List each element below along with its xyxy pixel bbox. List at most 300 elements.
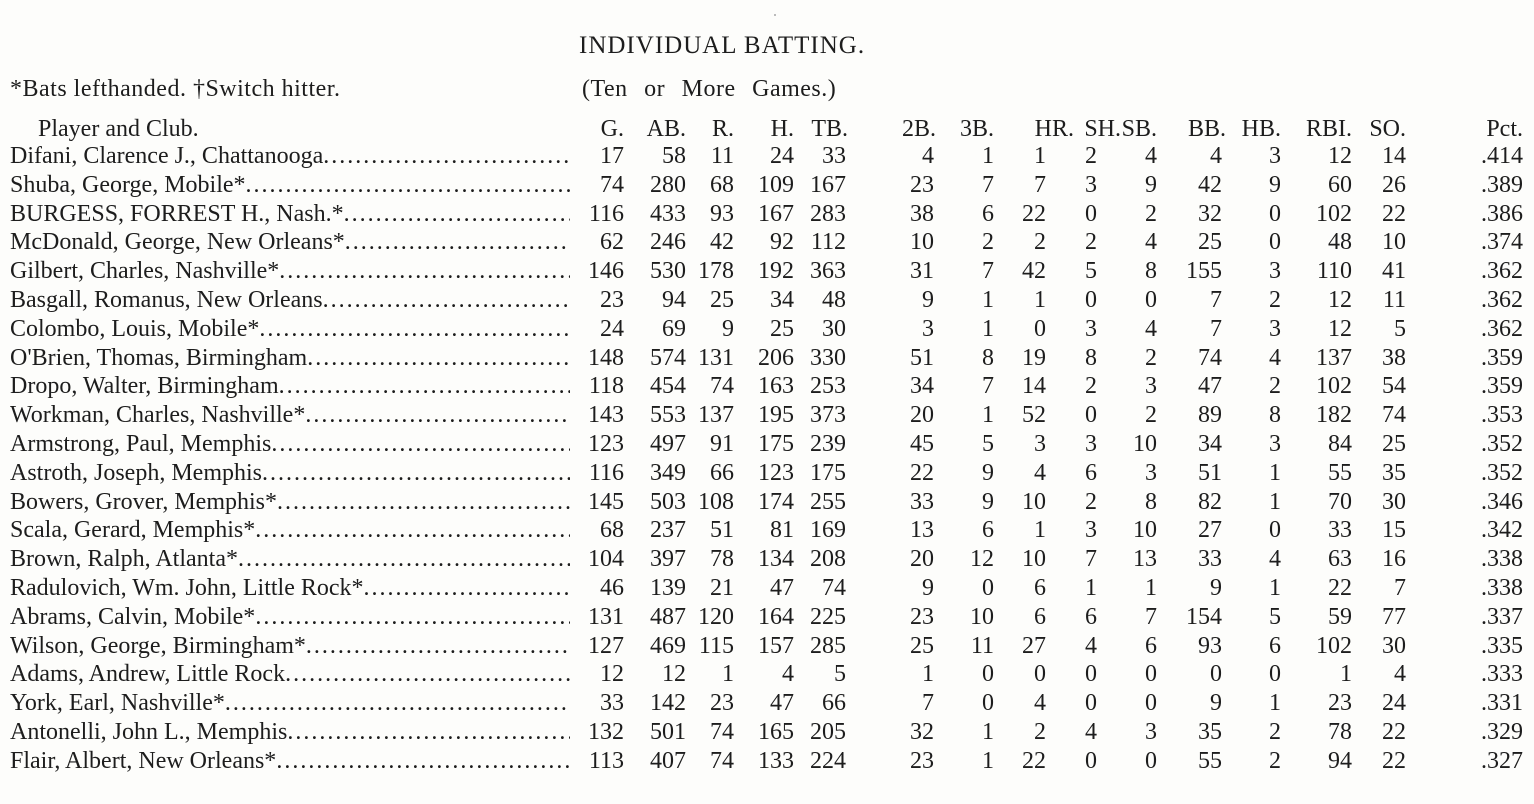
cell-r: 68 (710, 171, 734, 198)
cell-sh: 2 (1085, 373, 1097, 400)
cell-r: 131 (698, 344, 734, 371)
cell-r: 108 (698, 488, 734, 515)
cell-sb: 3 (1145, 459, 1157, 486)
cell-tb: 33 (822, 143, 846, 169)
cell-hb: 4 (1269, 344, 1281, 371)
table-row (0, 402, 1534, 430)
table-row (0, 633, 1534, 661)
cell-so: 41 (1382, 258, 1406, 285)
cell-sh: 0 (1085, 690, 1097, 717)
cell-sh: 2 (1085, 488, 1097, 515)
header-bb: BB. (1187, 116, 1226, 142)
cell-hb: 2 (1269, 719, 1281, 745)
cell-sb: 3 (1145, 373, 1157, 400)
cell-h: 25 (770, 315, 794, 342)
cell-hr: 14 (1022, 373, 1046, 400)
cell-b2: 23 (910, 747, 934, 774)
cell-pct: .337 (1481, 603, 1523, 630)
cell-hr: 6 (1034, 603, 1046, 630)
cell-g: 116 (588, 459, 624, 486)
cell-sh: 2 (1085, 143, 1097, 169)
cell-r: 74 (710, 719, 734, 745)
cell-sb: 8 (1145, 258, 1157, 285)
cell-b3: 12 (970, 546, 994, 573)
cell-hr: 2 (1034, 719, 1046, 745)
cell-r: 115 (698, 632, 734, 659)
cell-so: 22 (1382, 719, 1406, 745)
cell-g: 118 (588, 373, 624, 400)
header-r: R. (711, 116, 734, 142)
cell-b2: 45 (910, 431, 934, 457)
cell-sb: 13 (1133, 546, 1157, 573)
cell-rbi: 110 (1316, 258, 1352, 285)
cell-h: 47 (770, 690, 794, 717)
player-name: McDonald, George, New Orleans* ..... (10, 229, 570, 256)
player-name: Flair, Albert, New Orleans* ..... (10, 748, 570, 775)
cell-so: 7 (1394, 575, 1406, 601)
cell-h: 192 (758, 258, 794, 285)
cell-rbi: 182 (1316, 402, 1352, 429)
cell-hb: 1 (1269, 459, 1281, 486)
player-name: Gilbert, Charles, Nashville* ..... (10, 258, 570, 285)
cell-g: 12 (600, 661, 624, 688)
cell-ab: 246 (650, 229, 686, 256)
cell-hr: 2 (1034, 229, 1046, 256)
cell-r: 21 (710, 575, 734, 601)
cell-rbi: 84 (1328, 431, 1352, 457)
cell-ab: 407 (650, 747, 686, 774)
player-name: Adams, Andrew, Little Rock ..... (10, 661, 570, 688)
cell-sb: 2 (1145, 402, 1157, 429)
legend-note: *Bats lefthanded. †Switch hitter. (10, 76, 341, 102)
cell-sb: 4 (1145, 315, 1157, 342)
cell-bb: 0 (1210, 661, 1222, 688)
cell-h: 175 (758, 431, 794, 457)
cell-b3: 9 (982, 488, 994, 515)
table-row (0, 143, 1534, 171)
cell-tb: 48 (822, 287, 846, 313)
cell-tb: 30 (822, 315, 846, 342)
cell-bb: 74 (1198, 344, 1222, 371)
table-row (0, 517, 1534, 545)
cell-ab: 503 (650, 488, 686, 515)
cell-r: 91 (710, 431, 734, 457)
cell-r: 23 (710, 690, 734, 717)
cell-tb: 224 (810, 747, 846, 774)
cell-so: 22 (1382, 200, 1406, 227)
cell-b2: 7 (922, 690, 934, 717)
cell-g: 46 (600, 575, 624, 601)
cell-b2: 33 (910, 488, 934, 515)
cell-tb: 373 (810, 402, 846, 429)
cell-sh: 4 (1085, 719, 1097, 745)
cell-hr: 1 (1034, 287, 1046, 313)
cell-g: 116 (588, 200, 624, 227)
cell-b3: 0 (982, 575, 994, 601)
cell-r: 51 (710, 517, 734, 544)
cell-ab: 58 (662, 143, 686, 169)
cell-b2: 22 (910, 459, 934, 486)
cell-b3: 7 (982, 373, 994, 400)
cell-sh: 3 (1085, 171, 1097, 198)
cell-g: 62 (600, 229, 624, 256)
cell-tb: 74 (822, 575, 846, 601)
cell-hr: 0 (1034, 661, 1046, 688)
cell-hr: 10 (1022, 546, 1046, 573)
cell-hr: 1 (1034, 517, 1046, 544)
cell-rbi: 48 (1328, 229, 1352, 256)
cell-tb: 239 (810, 431, 846, 457)
cell-hb: 1 (1269, 488, 1281, 515)
table-row (0, 575, 1534, 603)
cell-ab: 12 (662, 661, 686, 688)
cell-r: 78 (710, 546, 734, 573)
cell-sh: 2 (1085, 229, 1097, 256)
table-row (0, 373, 1534, 401)
cell-g: 146 (588, 258, 624, 285)
cell-so: 5 (1394, 315, 1406, 342)
cell-hb: 1 (1269, 575, 1281, 601)
cell-g: 113 (588, 747, 624, 774)
cell-b3: 11 (970, 632, 994, 659)
cell-h: 164 (758, 603, 794, 630)
cell-b3: 0 (982, 690, 994, 717)
cell-hb: 3 (1269, 315, 1281, 342)
cell-bb: 89 (1198, 402, 1222, 429)
cell-so: 54 (1382, 373, 1406, 400)
cell-g: 127 (588, 632, 624, 659)
cell-rbi: 59 (1328, 603, 1352, 630)
cell-b3: 10 (970, 603, 994, 630)
cell-b3: 1 (982, 315, 994, 342)
cell-g: 145 (588, 488, 624, 515)
cell-sb: 0 (1145, 661, 1157, 688)
page-title: INDIVIDUAL BATTING. (579, 32, 866, 59)
stray-mark (774, 14, 776, 16)
cell-g: 24 (600, 315, 624, 342)
cell-tb: 330 (810, 344, 846, 371)
cell-g: 132 (588, 719, 624, 745)
cell-tb: 175 (810, 459, 846, 486)
cell-g: 74 (600, 171, 624, 198)
cell-so: 25 (1382, 431, 1406, 457)
table-row (0, 748, 1534, 776)
cell-pct: .338 (1481, 546, 1523, 573)
cell-h: 174 (758, 488, 794, 515)
cell-g: 33 (600, 690, 624, 717)
cell-sb: 6 (1145, 632, 1157, 659)
cell-pct: .333 (1481, 661, 1523, 688)
cell-b2: 3 (922, 315, 934, 342)
cell-hb: 9 (1269, 171, 1281, 198)
cell-ab: 433 (650, 200, 686, 227)
cell-hb: 0 (1269, 200, 1281, 227)
cell-sh: 4 (1085, 632, 1097, 659)
player-name: O'Brien, Thomas, Birmingham ..... (10, 345, 570, 372)
header-hb: HB. (1241, 116, 1281, 142)
cell-bb: 7 (1210, 287, 1222, 313)
cell-sb: 0 (1145, 690, 1157, 717)
cell-b2: 1 (922, 661, 934, 688)
cell-ab: 497 (650, 431, 686, 457)
cell-b2: 9 (922, 575, 934, 601)
cell-tb: 169 (810, 517, 846, 544)
cell-bb: 27 (1198, 517, 1222, 544)
cell-b2: 20 (910, 402, 934, 429)
cell-sb: 1 (1145, 575, 1157, 601)
cell-hr: 52 (1022, 402, 1046, 429)
cell-sh: 1 (1085, 575, 1097, 601)
cell-ab: 237 (650, 517, 686, 544)
cell-b3: 2 (982, 229, 994, 256)
cell-h: 157 (758, 632, 794, 659)
cell-tb: 225 (810, 603, 846, 630)
cell-hb: 0 (1269, 661, 1281, 688)
player-name: Armstrong, Paul, Memphis ..... (10, 431, 570, 458)
cell-ab: 142 (650, 690, 686, 717)
player-name: York, Earl, Nashville* ..... (10, 690, 570, 717)
cell-sb: 3 (1145, 719, 1157, 745)
cell-ab: 139 (650, 575, 686, 601)
cell-g: 68 (600, 517, 624, 544)
table-row (0, 546, 1534, 574)
table-row (0, 345, 1534, 373)
cell-bb: 51 (1198, 459, 1222, 486)
player-name: Basgall, Romanus, New Orleans ..... (10, 287, 570, 314)
cell-sb: 2 (1145, 344, 1157, 371)
header-tb: TB. (811, 116, 848, 142)
cell-pct: .331 (1481, 690, 1523, 717)
cell-tb: 5 (834, 661, 846, 688)
cell-bb: 9 (1210, 575, 1222, 601)
table-row (0, 719, 1534, 747)
cell-ab: 69 (662, 315, 686, 342)
cell-rbi: 102 (1316, 200, 1352, 227)
cell-b2: 31 (910, 258, 934, 285)
cell-pct: .362 (1481, 258, 1523, 285)
cell-rbi: 60 (1328, 171, 1352, 198)
cell-pct: .359 (1481, 344, 1523, 371)
cell-hr: 4 (1034, 690, 1046, 717)
cell-h: 163 (758, 373, 794, 400)
cell-b2: 34 (910, 373, 934, 400)
cell-b2: 51 (910, 344, 934, 371)
cell-sh: 0 (1085, 747, 1097, 774)
cell-so: 30 (1382, 632, 1406, 659)
cell-r: 120 (698, 603, 734, 630)
cell-pct: .352 (1481, 431, 1523, 457)
cell-hr: 19 (1022, 344, 1046, 371)
cell-tb: 66 (822, 690, 846, 717)
cell-h: 206 (758, 344, 794, 371)
cell-ab: 454 (650, 373, 686, 400)
cell-pct: .329 (1481, 719, 1523, 745)
cell-hr: 0 (1034, 315, 1046, 342)
cell-ab: 397 (650, 546, 686, 573)
cell-sb: 8 (1145, 488, 1157, 515)
cell-sh: 3 (1085, 431, 1097, 457)
player-name: Colombo, Louis, Mobile* ..... (10, 316, 570, 343)
subtitle: (Ten or More Games.) (582, 76, 837, 102)
cell-tb: 285 (810, 632, 846, 659)
cell-r: 178 (698, 258, 734, 285)
cell-ab: 280 (650, 171, 686, 198)
cell-so: 4 (1394, 661, 1406, 688)
cell-sh: 0 (1085, 402, 1097, 429)
cell-pct: .335 (1481, 632, 1523, 659)
cell-b3: 6 (982, 200, 994, 227)
cell-pct: .374 (1481, 229, 1523, 256)
cell-bb: 4 (1210, 143, 1222, 169)
header-rbi: RBI. (1305, 116, 1352, 142)
cell-g: 17 (600, 143, 624, 169)
cell-hr: 22 (1022, 200, 1046, 227)
cell-hb: 3 (1269, 258, 1281, 285)
cell-sh: 6 (1085, 603, 1097, 630)
cell-sb: 7 (1145, 603, 1157, 630)
cell-r: 1 (722, 661, 734, 688)
cell-sb: 2 (1145, 200, 1157, 227)
header-b3: 3B. (959, 116, 994, 142)
cell-hb: 2 (1269, 287, 1281, 313)
cell-g: 143 (588, 402, 624, 429)
cell-sb: 10 (1133, 517, 1157, 544)
cell-rbi: 70 (1328, 488, 1352, 515)
cell-hb: 1 (1269, 690, 1281, 717)
cell-sb: 10 (1133, 431, 1157, 457)
cell-so: 38 (1382, 344, 1406, 371)
cell-hb: 2 (1269, 373, 1281, 400)
cell-bb: 34 (1198, 431, 1222, 457)
cell-pct: .389 (1481, 171, 1523, 198)
cell-hb: 6 (1269, 632, 1281, 659)
cell-bb: 82 (1198, 488, 1222, 515)
cell-hb: 0 (1269, 229, 1281, 256)
cell-sh: 3 (1085, 517, 1097, 544)
cell-hb: 4 (1269, 546, 1281, 573)
cell-ab: 94 (662, 287, 686, 313)
cell-b3: 1 (982, 719, 994, 745)
player-name: Difani, Clarence J., Chattanooga ..... (10, 143, 570, 170)
cell-ab: 553 (650, 402, 686, 429)
cell-h: 123 (758, 459, 794, 486)
cell-bb: 9 (1210, 690, 1222, 717)
cell-bb: 7 (1210, 315, 1222, 342)
header-player-and-club: Player and Club. (38, 116, 199, 142)
cell-pct: .342 (1481, 517, 1523, 544)
cell-ab: 530 (650, 258, 686, 285)
cell-r: 93 (710, 200, 734, 227)
table-row (0, 460, 1534, 488)
cell-hb: 3 (1269, 431, 1281, 457)
player-name: Astroth, Joseph, Memphis ..... (10, 460, 570, 487)
cell-sh: 3 (1085, 315, 1097, 342)
cell-pct: .386 (1481, 200, 1523, 227)
header-g: G. (600, 116, 624, 142)
cell-b3: 1 (982, 747, 994, 774)
cell-b2: 32 (910, 719, 934, 745)
header-h: H. (770, 116, 794, 142)
cell-b3: 1 (982, 143, 994, 169)
cell-hr: 3 (1034, 431, 1046, 457)
cell-pct: .327 (1481, 747, 1523, 774)
cell-h: 167 (758, 200, 794, 227)
cell-b2: 13 (910, 517, 934, 544)
cell-so: 77 (1382, 603, 1406, 630)
cell-b2: 4 (922, 143, 934, 169)
cell-r: 9 (722, 315, 734, 342)
cell-pct: .414 (1481, 143, 1523, 169)
cell-r: 42 (710, 229, 734, 256)
cell-hb: 5 (1269, 603, 1281, 630)
cell-b3: 7 (982, 171, 994, 198)
cell-rbi: 102 (1316, 632, 1352, 659)
header-ab: AB. (646, 116, 686, 142)
cell-h: 109 (758, 171, 794, 198)
player-name: Brown, Ralph, Atlanta* ..... (10, 546, 570, 573)
cell-b3: 5 (982, 431, 994, 457)
cell-b2: 23 (910, 171, 934, 198)
cell-bb: 47 (1198, 373, 1222, 400)
cell-hb: 2 (1269, 747, 1281, 774)
cell-r: 137 (698, 402, 734, 429)
cell-r: 74 (710, 373, 734, 400)
cell-tb: 253 (810, 373, 846, 400)
cell-b2: 9 (922, 287, 934, 313)
cell-bb: 155 (1186, 258, 1222, 285)
cell-sh: 7 (1085, 546, 1097, 573)
table-row (0, 604, 1534, 632)
cell-bb: 93 (1198, 632, 1222, 659)
cell-rbi: 137 (1316, 344, 1352, 371)
cell-g: 23 (600, 287, 624, 313)
cell-sb: 4 (1145, 143, 1157, 169)
cell-rbi: 22 (1328, 575, 1352, 601)
header-sh: SH. (1084, 116, 1121, 142)
table-row (0, 489, 1534, 517)
cell-sh: 6 (1085, 459, 1097, 486)
player-name: Shuba, George, Mobile* ..... (10, 172, 570, 199)
cell-b2: 10 (910, 229, 934, 256)
cell-pct: .353 (1481, 402, 1523, 429)
cell-so: 35 (1382, 459, 1406, 486)
cell-rbi: 33 (1328, 517, 1352, 544)
table-row (0, 258, 1534, 286)
cell-h: 165 (758, 719, 794, 745)
cell-b3: 1 (982, 287, 994, 313)
cell-rbi: 94 (1328, 747, 1352, 774)
cell-g: 131 (588, 603, 624, 630)
cell-tb: 167 (810, 171, 846, 198)
cell-so: 22 (1382, 747, 1406, 774)
cell-pct: .359 (1481, 373, 1523, 400)
cell-hb: 8 (1269, 402, 1281, 429)
player-name: BURGESS, FORREST H., Nash.* ..... (10, 201, 570, 228)
cell-h: 134 (758, 546, 794, 573)
cell-b2: 38 (910, 200, 934, 227)
cell-h: 81 (770, 517, 794, 544)
cell-tb: 208 (810, 546, 846, 573)
cell-pct: .346 (1481, 488, 1523, 515)
cell-bb: 42 (1198, 171, 1222, 198)
cell-so: 74 (1382, 402, 1406, 429)
cell-rbi: 23 (1328, 690, 1352, 717)
cell-rbi: 12 (1328, 143, 1352, 169)
player-name: Bowers, Grover, Memphis* ..... (10, 489, 570, 516)
cell-h: 133 (758, 747, 794, 774)
cell-bb: 32 (1198, 200, 1222, 227)
cell-ab: 487 (650, 603, 686, 630)
